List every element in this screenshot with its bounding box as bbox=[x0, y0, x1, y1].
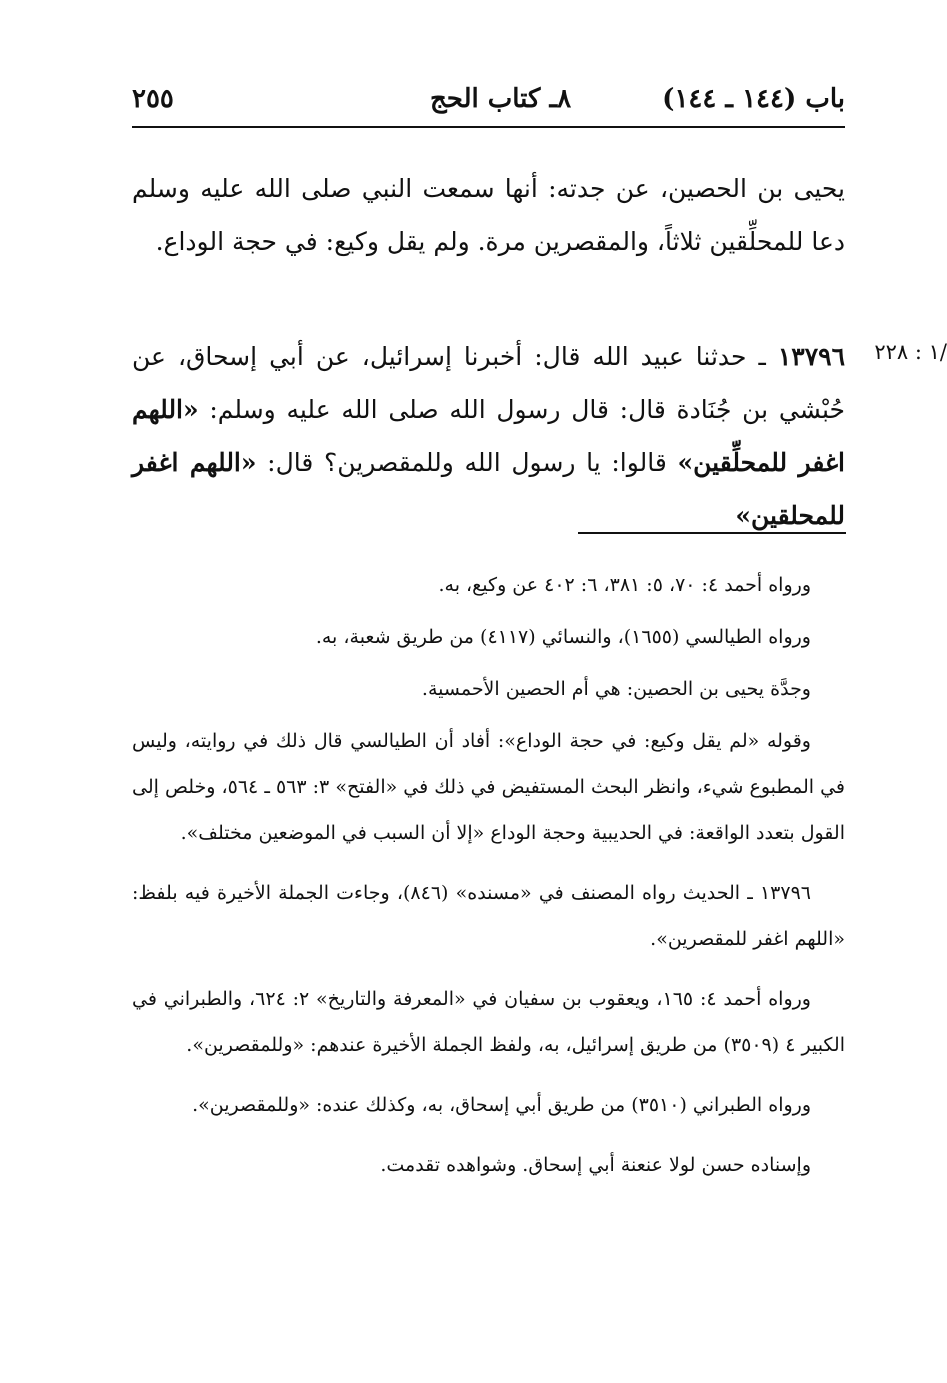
chapter-heading: باب (١٤٤ ـ ١٤٤) bbox=[662, 84, 845, 114]
hadith-number: ١٣٧٩٦ bbox=[777, 342, 845, 371]
footnote: ورواه أحمد ٤: ١٦٥، ويعقوب بن سفيان في «المعرفة والتاريخ» ٢: ٦٢٤، والطبراني في الكبير ٤ (٣٥٠٩) من طريق إسرائيل، به، ولفظ الجملة الأخيرة عندهم: «وللمقصرين». bbox=[132, 988, 845, 1056]
footnotes bbox=[132, 562, 845, 1202]
hadith-paragraph bbox=[132, 330, 845, 542]
footnote-separator bbox=[578, 532, 846, 534]
hadith-text-b: قالوا: يا رسول الله وللمقصرين؟ قال: bbox=[256, 448, 678, 477]
margin-reference: /١ : ٢٢٨ bbox=[874, 340, 947, 364]
footnote: ورواه الطبراني (٣٥١٠) من طريق أبي إسحاق، به، وكذلك عنده: «وللمقصرين». bbox=[192, 1094, 811, 1116]
paragraph-2 bbox=[132, 330, 845, 542]
book-title: ٨ـ كتاب الحج bbox=[430, 84, 572, 114]
hadith-text-a: ـ حدثنا عبيد الله قال: أخبرنا إسرائيل، عن أبي إسحاق، عن حُبْشي بن جُنَادة قال: قال رسول الله صلى الله عليه وسلم: bbox=[132, 342, 845, 424]
footnote: وقوله «لم يقل وكيع: في حجة الوداع»: أفاد أن الطيالسي قال ذلك في روايته، وليس في المطبوع شيء، وانظر البحث المستفيض في ذلك في «الفتح» ٣: ٥٦٣ ـ ٥٦٤، وخلص إلى القول بتعدد الواقعة: في الحديبية وحجة الوداع «إلا أن السبب في الموضعين مختلف». bbox=[132, 730, 845, 844]
footnote: ورواه الطيالسي (١٦٥٥)، والنسائي (٤١١٧) من طريق شعبة، به. bbox=[315, 626, 811, 648]
footnote: ورواه أحمد ٤: ٧٠، ٥: ٣٨١، ٦: ٤٠٢ عن وكيع، به. bbox=[438, 574, 811, 596]
main-text-continuation bbox=[132, 162, 845, 268]
header-rule bbox=[132, 126, 845, 128]
hadith-quote-b: «اللهم اغفر للمحلقين» bbox=[132, 448, 845, 530]
footnote: وإسناده حسن لولا عنعنة أبي إسحاق. وشواهده تقدمت. bbox=[380, 1154, 811, 1176]
page-number: ٢٥٥ bbox=[132, 84, 174, 114]
footnote: ١٣٧٩٦ ـ الحديث رواه المصنف في «مسنده» (٨٤٦)، وجاءت الجملة الأخيرة فيه بلفظ: «اللهم اغفر للمقصرين». bbox=[132, 882, 845, 950]
paragraph-1: يحيى بن الحصين، عن جدته: أنها سمعت النبي صلى الله عليه وسلم دعا للمحلِّقين ثلاثاً، والمقصرين مرة. ولم يقل وكيع: في حجة الوداع. bbox=[132, 174, 845, 256]
hadith-quote-a: «اللهم اغفر للمحلِّقين» bbox=[132, 395, 846, 477]
footnote: وجدَّة يحيى بن الحصين: هي أم الحصين الأحمسية. bbox=[421, 678, 811, 700]
